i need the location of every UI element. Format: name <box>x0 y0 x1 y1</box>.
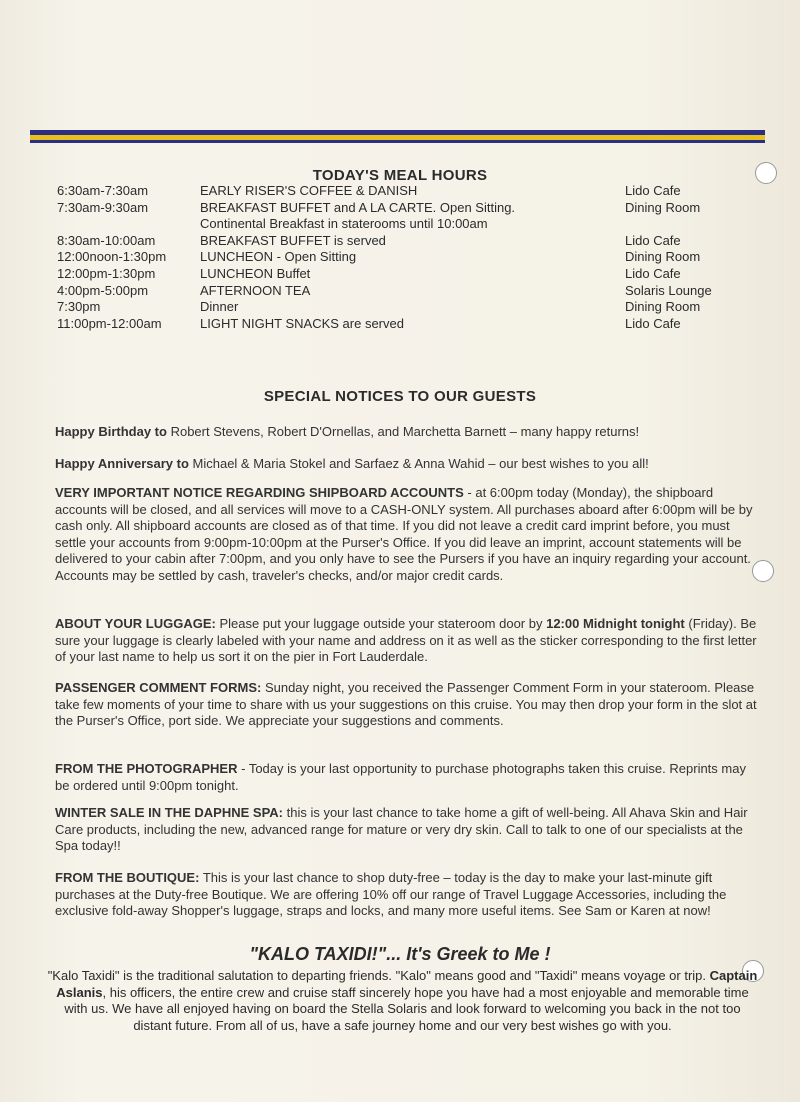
meal-desc: EARLY RISER'S COFFEE & DANISH <box>200 183 418 198</box>
meal-time: 6:30am-7:30am <box>57 183 149 198</box>
meal-row <box>57 249 757 266</box>
meal-time: 4:00pm-5:00pm <box>57 282 149 298</box>
luggage-notice: ABOUT YOUR LUGGAGE: Please put your luggage outside your stateroom door by 12:00 Midnight tonight (Friday). Be sure your luggage is clearly labeled with your name and address on it as well as the sticker corresponding to the first letter of your last name to help us sort it on the pier in Fort Lauderdale. <box>55 616 757 664</box>
meal-loc: Solaris Lounge <box>625 282 712 298</box>
meal-row <box>57 299 757 316</box>
meal-desc: LUNCHEON Buffet <box>200 265 311 281</box>
meal-loc: Lido Cafe <box>625 183 681 198</box>
meal-time <box>57 216 200 233</box>
meal-desc: Continental Breakfast in staterooms until 10:00am <box>200 216 488 232</box>
kalo-taxidi-message: "Kalo Taxidi" is the traditional salutation to departing friends. "Kalo" means good and "Taxidi" means voyage or trip. Captain Aslanis, his officers, the entire crew and cruise staff sincerely hope you have had a most enjoyable and memorable time with us. We have all enjoyed having on board the Stella Solaris and look forward to welcoming you back in the not too distant future. From all of us, have a safe journey home and our very best wishes go with you. <box>47 968 758 1033</box>
meal-row <box>57 233 757 250</box>
anniversary-notice: Happy Anniversary to Michael & Maria Stokel and Sarfaez & Anna Wahid – our best wishes to you all! <box>55 456 649 471</box>
spa-notice: WINTER SALE IN THE DAPHNE SPA: this is your last chance to take home a gift of well-being. All Ahava Skin and Hair Care products, including the new, advanced range for mature or very dry skin. Call to talk to one of our specialists at the Spa today!! <box>55 805 748 853</box>
meal-hours-table <box>57 183 757 332</box>
meal-row <box>57 200 757 217</box>
meal-row <box>57 183 757 200</box>
meal-desc: BREAKFAST BUFFET and A LA CARTE. Open Sitting. <box>200 199 516 215</box>
kalo-taxidi-title: "KALO TAXIDI!"... It's Greek to Me ! <box>249 944 551 964</box>
meal-desc: Dinner <box>200 299 239 315</box>
comment-forms-notice: PASSENGER COMMENT FORMS: Sunday night, you received the Passenger Comment Form in your stateroom. Please take few moments of your time to share with us your suggestions on this cruise. You may then drop your form in the slot at the Purser's Office, port side. We appreciate your suggestions and comments. <box>55 680 757 728</box>
meal-time: 7:30pm <box>57 299 101 315</box>
meal-time: 7:30am-9:30am <box>57 199 149 215</box>
meal-loc <box>625 216 755 233</box>
accounts-notice: VERY IMPORTANT NOTICE REGARDING SHIPBOARD ACCOUNTS - at 6:00pm today (Monday), the shipboard accounts will be closed, and all services will move to a CASH-ONLY system. All purchases aboard after 6:00pm will be by cash only. All shipboard accounts are closed as of that time. If you did not leave a credit card imprint before, you must settle your accounts from 9:00pm-10:00pm at the Purser's Office. If you did leave an imprint, account statements will be delivered to your cabin after 7:00pm, and you only have to see the Pursers if you have an inquiry regarding your account. Accounts may be settled by cash, traveler's checks, and/or major credit cards. <box>55 485 753 583</box>
special-notices-title: SPECIAL NOTICES TO OUR GUESTS <box>263 388 537 405</box>
meal-time: 8:30am-10:00am <box>57 232 156 248</box>
meal-loc: Lido Cafe <box>625 265 681 281</box>
meal-row <box>57 216 757 233</box>
boutique-notice: FROM THE BOUTIQUE: This is your last chance to shop duty-free – today is the day to make your last-minute gift purchases at the Duty-free Boutique. We are offering 10% off our range of Travel Luggage Accessories, including the exclusive fold-away Shopper's luggage, straps and locks, and many more useful items. See Sam or Karen at now! <box>55 870 727 918</box>
meal-time: 12:00noon-1:30pm <box>57 249 167 265</box>
photographer-notice: FROM THE PHOTOGRAPHER - Today is your last opportunity to purchase photographs taken this cruise. Reprints may be ordered until 9:00pm tonight. <box>55 761 746 793</box>
meal-loc: Dining Room <box>625 199 701 215</box>
meal-row <box>57 316 757 333</box>
header-stripe-blue-lower <box>30 140 765 143</box>
meal-time: 12:00pm-1:30pm <box>57 265 156 281</box>
meal-loc: Lido Cafe <box>625 315 681 331</box>
meal-desc: LIGHT NIGHT SNACKS are served <box>200 315 404 331</box>
meal-time: 11:00pm-12:00am <box>57 315 162 331</box>
meal-desc: LUNCHEON - Open Sitting <box>200 249 357 265</box>
meal-desc: BREAKFAST BUFFET is served <box>200 232 386 248</box>
birthday-notice: Happy Birthday to Robert Stevens, Robert D'Ornellas, and Marchetta Barnett – many happy returns! <box>55 424 640 439</box>
meal-row <box>57 266 757 283</box>
meal-row <box>57 283 757 300</box>
meal-loc: Dining Room <box>625 249 701 265</box>
meal-loc: Lido Cafe <box>625 232 681 248</box>
meal-loc: Dining Room <box>625 299 701 315</box>
meal-desc: AFTERNOON TEA <box>200 282 311 298</box>
meal-hours-title: TODAY'S MEAL HOURS <box>312 167 488 184</box>
